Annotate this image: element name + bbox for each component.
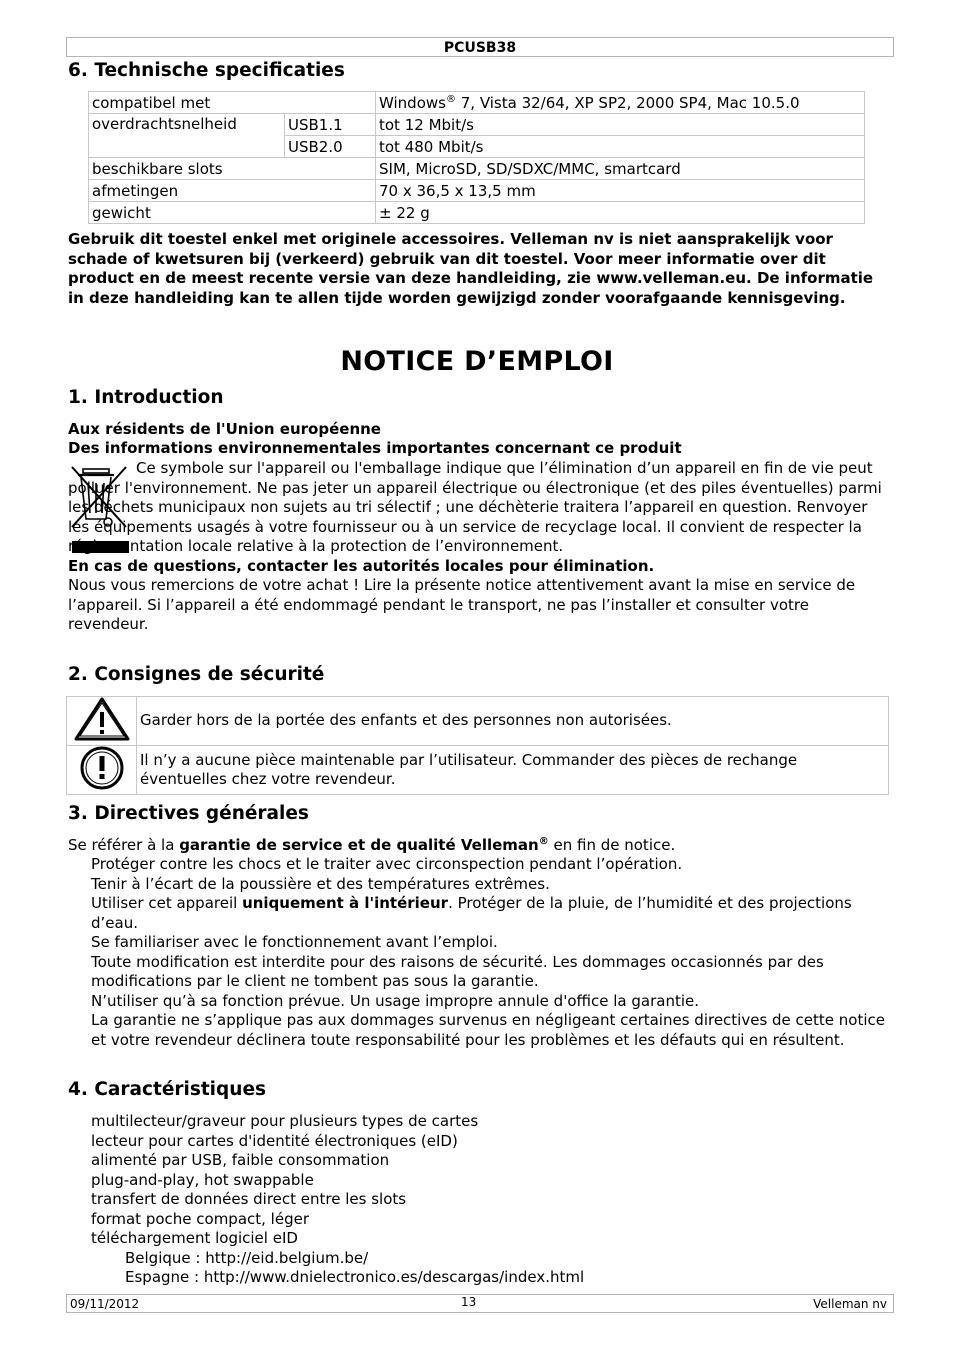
list-item: transfert de données direct entre les slots (91, 1190, 407, 1208)
page-number: 13 (461, 1295, 477, 1309)
spec-sublabel: USB2.0 (285, 136, 376, 158)
list-item: Tenir à l’écart de la poussière et des températures extrêmes. (91, 874, 550, 893)
model-number: PCUSB38 (443, 40, 517, 56)
exclamation-circle-icon (79, 746, 125, 790)
spec-label: beschikbare slots (89, 158, 376, 180)
table-row (89, 158, 865, 180)
section-3-title: 3. Directives générales (68, 803, 309, 824)
list-item: lecteur pour cartes d'identité électroniques (eID) (91, 1131, 458, 1150)
environment-block (68, 459, 886, 635)
list-item: Toute modification est interdite pour des raisons de sécurité. Les dommages occasionnés par des modifications par le client ne tombent pas sous la garantie. (91, 952, 824, 990)
footer-date: 09/11/2012 (70, 1297, 140, 1311)
spec-value: tot 12 Mbit/s (376, 114, 865, 136)
table-row (89, 202, 865, 224)
section-2-title: 2. Consignes de sécurité (68, 664, 325, 685)
list-item: alimenté par USB, faible consommation (91, 1151, 390, 1169)
table-row (67, 697, 889, 746)
section-6-title: 6. Technische specificaties (68, 60, 345, 81)
spec-label: afmetingen (89, 180, 376, 202)
page-title: NOTICE D’EMPLOI (340, 346, 614, 377)
warning-triangle-icon (74, 697, 130, 741)
list-item: Protéger contre les chocs et le traiter avec circonspection pendant l’opération. (91, 855, 683, 873)
safety-icon-cell (67, 697, 137, 746)
safety-table (66, 696, 889, 795)
specifications-table (88, 91, 865, 224)
list-subitem: Belgique : http://eid.belgium.be/ (125, 1248, 369, 1267)
spec-value: SIM, MicroSD, SD/SDXC/MMC, smartcard (376, 158, 865, 180)
spec-value: 70 x 36,5 x 13,5 mm (376, 180, 865, 202)
list-item: Se familiariser avec le fonctionnement avant l’emploi. (91, 933, 498, 951)
table-row (89, 114, 865, 136)
spec-label: overdrachtsnelheid (89, 114, 285, 158)
spec-sublabel: USB1.1 (285, 114, 376, 136)
disclaimer: Gebruik dit toestel enkel met originele accessoires. Velleman nv is niet aansprakelijk voor schade of kwetsuren bij (verkeerd) gebruik van dit toestel. Voor meer informatie over dit product en de meest recente versie van deze handleiding, zie www.velleman.eu. De informatie in deze handleiding kan te allen tijde worden gewijzigd zonder voorafgaande kennisgeving. (68, 230, 874, 307)
page-header (66, 37, 894, 57)
list-item: La garantie ne s’applique pas aux dommages survenus en négligeant certaines directives de cette notice et votre revendeur déclinera toute responsabilité pour les problèmes et les défauts qui en résultent. (91, 1011, 885, 1049)
spec-label: gewicht (89, 202, 376, 224)
list-item: plug-and-play, hot swappable (91, 1170, 314, 1189)
safety-text: Garder hors de la portée des enfants et des personnes non autorisées. (137, 697, 889, 746)
spec-value: tot 480 Mbit/s (376, 136, 865, 158)
safety-icon-cell (67, 746, 137, 795)
list-item: téléchargement logiciel eID (91, 1229, 298, 1247)
thanks-text: Nous vous remercions de votre achat ! Lire la présente notice attentivement avant la mise en service de l’appareil. Si l’appareil a été endommagé pendant le transport, ne pas l’installer et consulter votre revendeur. (68, 576, 856, 633)
safety-text: Il n’y a aucune pièce maintenable par l’utilisateur. Commander des pièces de rechange éventuelles chez votre revendeur. (137, 746, 889, 795)
table-row (89, 180, 865, 202)
table-row (89, 92, 865, 114)
section-1-title: 1. Introduction (68, 387, 224, 408)
list-item: N’utiliser qu’à sa fonction prévue. Un usage impropre annule d'office la garantie. (91, 991, 699, 1010)
list-item: Utiliser cet appareil uniquement à l'intérieur. Protéger de la pluie, de l’humidité et des projections d’eau. (91, 894, 852, 932)
list-item: multilecteur/graveur pour plusieurs types de cartes (91, 1112, 479, 1130)
env-heading: Des informations environnementales importantes concernant ce produit (68, 439, 682, 457)
eu-heading: Aux résidents de l'Union européenne (68, 420, 381, 438)
section-4-title: 4. Caractéristiques (68, 1079, 266, 1100)
features-list (91, 1112, 887, 1288)
footer-company: Velleman nv (813, 1297, 887, 1311)
guarantee-reference: Se référer à la garantie de service et de qualité Velleman® en fin de notice. (68, 836, 676, 854)
spec-value: ± 22 g (376, 202, 865, 224)
list-item: format poche compact, léger (91, 1209, 309, 1228)
environment-text: Ce symbole sur l'appareil ou l'emballage indique que l’élimination d’un appareil en fin de vie peut polluer l'environnement. Ne pas jeter un appareil électrique ou électronique (et des piles éventuelles) parmi les déchets municipaux non sujets au tri sélectif ; une déchèterie traitera l’appareil en question. Renvoyer les équipements usagés à votre fournisseur ou à un service de recyclage local. Il convient de respecter la réglementation locale relative à la protection de l’environnement. (68, 459, 882, 555)
spec-label: compatibel met (89, 92, 376, 114)
page-footer (66, 1294, 894, 1313)
table-row (67, 746, 889, 795)
spec-value: Windows® 7, Vista 32/64, XP SP2, 2000 SP4, Mac 10.5.0 (376, 92, 865, 114)
general-guidelines-list (91, 855, 887, 1050)
list-subitem: Espagne : http://www.dnielectronico.es/descargas/index.html (125, 1268, 585, 1286)
disposal-questions: En cas de questions, contacter les autorités locales pour élimination. (68, 556, 655, 575)
